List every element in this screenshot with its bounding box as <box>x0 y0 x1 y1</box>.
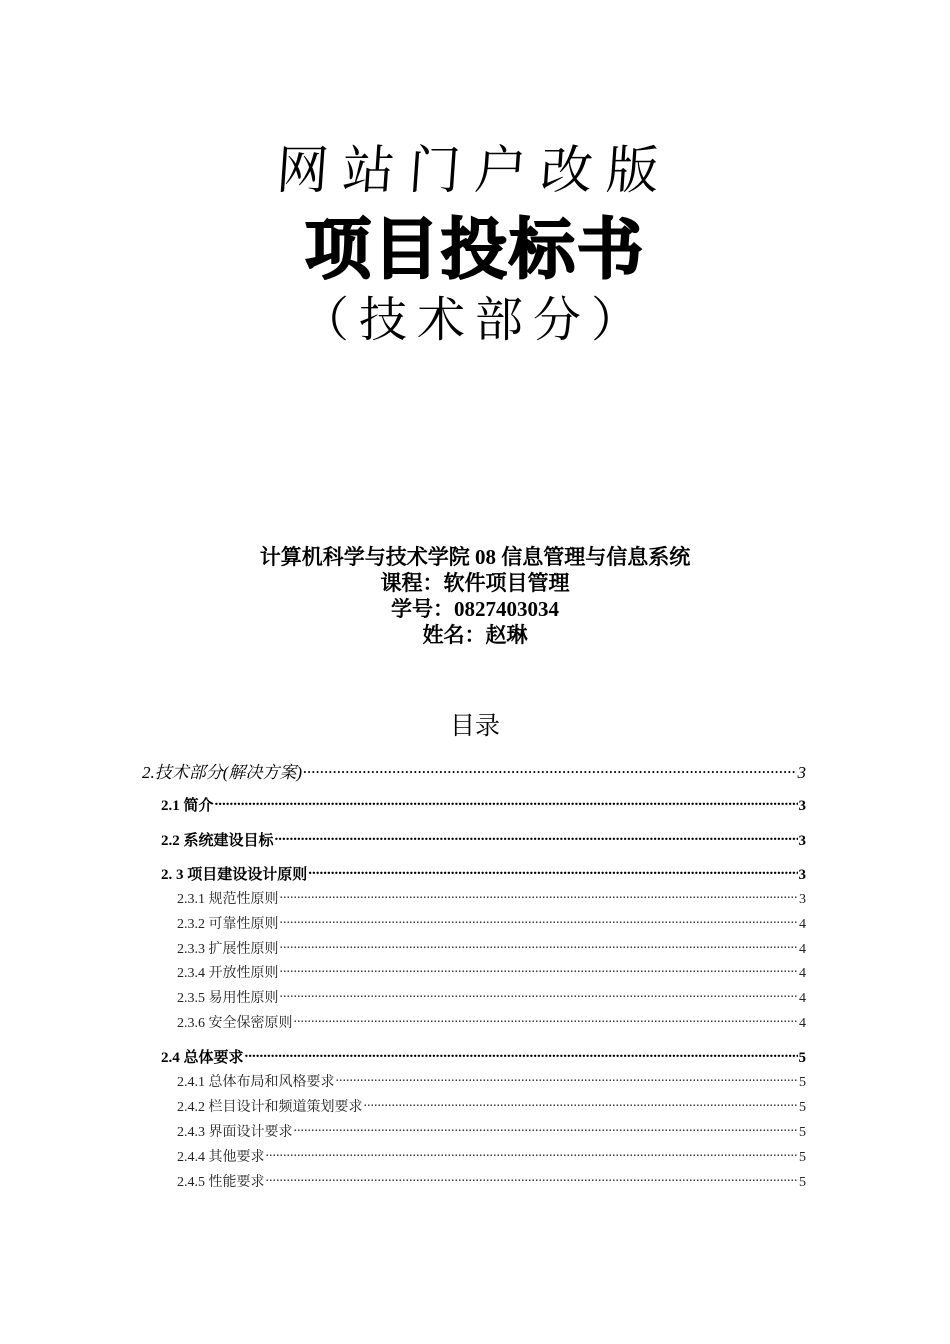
toc-entry-text: 2.4 总体要求 <box>161 1050 244 1066</box>
toc-leader-dots <box>275 830 798 845</box>
toc-leader-dots <box>280 988 799 1002</box>
toc-entry-text: 2. 3 项目建设设计原则 <box>161 867 308 883</box>
toc-leader-dots <box>280 914 799 928</box>
toc-entry[interactable] <box>177 1121 806 1141</box>
toc-entry-text: 2.2 系统建设目标 <box>161 833 274 849</box>
student-id-line: 学号：0827403034 <box>391 597 559 621</box>
toc-entry-text: 2.4.2 栏目设计和频道策划要求 <box>177 1100 363 1115</box>
college-line: 计算机科学与技术学院 08 信息管理与信息系统 <box>259 545 691 569</box>
toc-entry-page: 4 <box>799 991 806 1006</box>
toc-entry-page: 4 <box>799 966 806 981</box>
toc-leader-dots <box>280 963 799 977</box>
toc-entry[interactable] <box>161 794 806 815</box>
toc-leader-dots <box>215 795 798 810</box>
toc-entry[interactable] <box>177 962 806 982</box>
toc-entry-page: 4 <box>799 942 806 957</box>
toc-entry-text: 2.3.4 开放性原则 <box>177 966 279 981</box>
toc-heading: 目录 <box>449 711 500 740</box>
toc-leader-dots <box>266 1147 799 1161</box>
course-line: 课程：软件项目管理 <box>380 571 570 595</box>
toc-leader-dots <box>294 1013 799 1027</box>
toc-leader-dots <box>266 1172 799 1186</box>
toc-entry-text: 2.技术部分(解决方案) <box>142 763 303 782</box>
cover-title-line-1: 网站门户改版 <box>274 141 675 201</box>
toc-entry[interactable] <box>177 1146 806 1166</box>
toc-entry[interactable] <box>177 1071 806 1091</box>
toc-entry-page: 3 <box>798 833 806 849</box>
toc-entry[interactable] <box>161 863 806 884</box>
toc-entry[interactable] <box>142 758 806 783</box>
toc-entry-page: 5 <box>799 1175 806 1190</box>
toc-leader-dots <box>364 1097 799 1111</box>
toc-entry-page: 5 <box>799 1150 806 1165</box>
toc-entry[interactable] <box>177 987 806 1007</box>
toc-entry-text: 2.3.6 安全保密原则 <box>177 1016 293 1031</box>
toc-entry-page: 3 <box>799 892 806 907</box>
author-info-block <box>0 544 950 648</box>
toc-leader-dots <box>294 1122 799 1136</box>
toc-entry[interactable] <box>161 1046 806 1067</box>
toc-entry-text: 2.4.4 其他要求 <box>177 1150 265 1165</box>
toc-entry-page: 5 <box>799 1075 806 1090</box>
toc-entry-page: 4 <box>799 1016 806 1031</box>
toc-entry-text: 2.4.3 界面设计要求 <box>177 1125 293 1140</box>
toc-entry-page: 5 <box>799 1100 806 1115</box>
toc-leader-dots <box>245 1047 798 1062</box>
toc-entry[interactable] <box>177 1171 806 1191</box>
cover-title-line-2: 项目投标书 <box>305 211 645 288</box>
toc-entry-page: 4 <box>799 917 806 932</box>
student-name-line: 姓名：赵琳 <box>422 623 528 647</box>
toc-entry-page: 5 <box>798 1050 806 1066</box>
toc-entry[interactable] <box>177 1096 806 1116</box>
toc-entry-text: 2.3.5 易用性原则 <box>177 991 279 1006</box>
toc-entry-text: 2.4.5 性能要求 <box>177 1175 265 1190</box>
toc-leader-dots <box>303 761 796 778</box>
toc-leader-dots <box>308 864 797 879</box>
toc-entry-text: 2.4.1 总体布局和风格要求 <box>177 1075 335 1090</box>
toc-entry-page: 3 <box>798 798 806 814</box>
toc-entry-page: 3 <box>797 763 806 782</box>
toc-entry[interactable] <box>161 829 806 850</box>
toc-leader-dots <box>280 939 799 953</box>
toc-entry-page: 5 <box>799 1125 806 1140</box>
toc-entry-text: 2.3.3 扩展性原则 <box>177 942 279 957</box>
toc-entry[interactable] <box>177 1012 806 1032</box>
toc-entry-text: 2.1 简介 <box>161 798 214 814</box>
toc-entry-text: 2.3.2 可靠性原则 <box>177 917 279 932</box>
toc-entry[interactable] <box>177 938 806 958</box>
toc-leader-dots <box>280 889 799 903</box>
toc-entry[interactable] <box>177 913 806 933</box>
toc-leader-dots <box>336 1072 799 1086</box>
toc-entry[interactable] <box>177 888 806 908</box>
toc-entry-text: 2.3.1 规范性原则 <box>177 892 279 907</box>
cover-title-line-3: （技术部分） <box>300 292 649 348</box>
toc-entry-page: 3 <box>798 867 806 883</box>
